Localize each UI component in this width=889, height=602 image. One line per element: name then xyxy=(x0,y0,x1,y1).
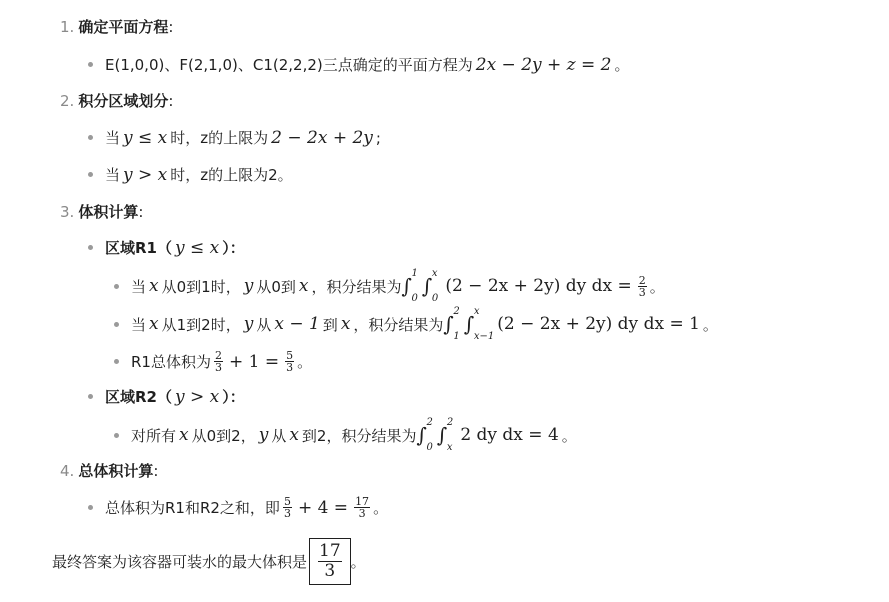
text: 从0到2， xyxy=(191,426,256,445)
upper-limit: 2 xyxy=(453,306,460,317)
condition: y > x xyxy=(123,164,168,185)
var: y xyxy=(258,425,269,445)
denominator: 3 xyxy=(214,361,222,374)
list-item: R1总体积为 $\frac{2}{3}$ + 1 = $\frac{5}{3}$ 。 xyxy=(114,350,312,373)
numerator: 5 xyxy=(286,349,294,362)
bullet-icon xyxy=(88,172,93,177)
denominator: 3 xyxy=(638,285,646,299)
upper-limit: 2 xyxy=(426,417,433,428)
final-answer-text: 最终答案为该容器可装水的最大体积是 xyxy=(52,553,308,571)
section-4-heading xyxy=(60,460,158,481)
fraction xyxy=(638,275,647,298)
bullet-icon xyxy=(88,135,93,140)
text: 从0到 xyxy=(256,277,296,296)
section-number: 2. xyxy=(60,91,75,110)
bullet-icon xyxy=(88,505,93,510)
integrand: (2 − 2x + 2y) dy dx = xyxy=(445,276,632,296)
numerator: 17 xyxy=(355,495,370,508)
bullet-icon xyxy=(114,359,119,364)
bullet-icon xyxy=(88,62,93,67)
fraction xyxy=(214,350,223,373)
numerator: 5 xyxy=(283,495,291,508)
section-3-heading xyxy=(60,201,143,222)
denominator: 3 xyxy=(286,361,294,374)
list-item xyxy=(88,164,293,185)
text: ）： xyxy=(222,239,245,257)
upper-limit: 1 xyxy=(411,268,418,279)
answer-box xyxy=(309,538,351,585)
var: x xyxy=(149,276,159,296)
expr: + 1 = xyxy=(228,351,280,372)
integral-sign: ∫ 1 0 xyxy=(401,268,418,304)
upper-limit-expr: 2 − 2x + 2y xyxy=(271,127,373,148)
text: 时，z的上限为2。 xyxy=(170,166,293,184)
upper-limit: x xyxy=(473,306,480,317)
var: x xyxy=(149,314,159,334)
colon: : xyxy=(138,202,144,221)
colon: : xyxy=(168,91,174,110)
numerator: 17 xyxy=(319,541,341,561)
denominator: 3 xyxy=(324,561,336,581)
denominator: 3 xyxy=(358,507,366,520)
var: x xyxy=(179,425,189,445)
section-title: 积分区域划分 xyxy=(78,92,169,110)
text: 到 xyxy=(322,315,338,334)
list-item xyxy=(88,127,381,148)
condition: y > x xyxy=(175,386,220,407)
section-title: 体积计算 xyxy=(78,203,139,221)
bullet-icon xyxy=(114,322,119,327)
text: 从1到2时， xyxy=(161,315,241,334)
list-item: 当 x 从0到1时， y 从0到 x ，积分结果为 ∫ 1 0 ∫ x 0 (2 − 2x + 2y) dy dx = $\frac{2}{3}$ 。 xyxy=(114,274,665,298)
lower-limit: 1 xyxy=(453,331,460,342)
integral-sign: ∫ x x−1 xyxy=(463,306,495,342)
section-2-heading xyxy=(60,90,173,111)
var: y xyxy=(243,276,254,296)
section-number: 3. xyxy=(60,202,75,221)
var: x xyxy=(298,276,309,296)
text: 当 xyxy=(105,129,121,147)
colon: : xyxy=(168,17,174,36)
fraction xyxy=(318,542,342,581)
period: 。 xyxy=(614,56,630,74)
upper-limit: 2 xyxy=(446,417,454,428)
bullet-icon xyxy=(88,394,93,399)
upper-limit: x xyxy=(431,268,438,279)
lower-limit: x xyxy=(446,442,453,453)
text: 当 xyxy=(131,277,147,296)
var: x xyxy=(289,425,299,445)
final-answer xyxy=(52,538,366,585)
region-label: 区域R1（ xyxy=(105,239,172,257)
text: 总体积为R1和R2之和，即 xyxy=(105,499,280,517)
section-1-heading xyxy=(60,16,173,37)
text: 从0到1时， xyxy=(161,277,241,296)
integrand: (2 − 2x + 2y) dy dx = 1 xyxy=(497,314,700,334)
fraction xyxy=(285,350,294,373)
text: 到2，积分结果为 xyxy=(301,426,417,445)
integral-sign: ∫ 2 1 xyxy=(443,306,460,342)
text: 从 xyxy=(256,315,272,334)
text: ; xyxy=(375,128,381,147)
colon: : xyxy=(153,461,159,480)
list-item xyxy=(88,54,630,75)
var: y xyxy=(243,314,254,334)
fraction xyxy=(283,496,292,519)
text: R1总体积为 xyxy=(131,353,211,371)
denominator: 3 xyxy=(283,507,291,520)
bullet-icon xyxy=(114,433,119,438)
condition: y ≤ x xyxy=(123,127,168,148)
section-number: 1. xyxy=(60,17,75,36)
lower-limit: 0 xyxy=(431,293,439,304)
fraction xyxy=(354,496,370,519)
text: 对所有 xyxy=(131,426,177,445)
integral-sign: ∫ 2 x xyxy=(436,417,454,453)
numerator: 2 xyxy=(214,349,222,362)
section-title: 确定平面方程 xyxy=(78,18,169,36)
var: x xyxy=(340,314,351,334)
region-r2-heading xyxy=(88,386,245,407)
integral-sign: ∫ 2 0 xyxy=(416,417,433,453)
plane-equation: 2x − 2y + z = 2 xyxy=(475,54,612,75)
bullet-icon xyxy=(88,245,93,250)
text: ，积分结果为 xyxy=(311,277,402,296)
region-label: 区域R2（ xyxy=(105,388,172,406)
lower-limit: 0 xyxy=(426,442,433,453)
text: ）： xyxy=(222,388,245,406)
list-item: 总体积为R1和R2之和，即 $\frac{5}{3}$ + 4 = $\frac{17}{3}$ 。 xyxy=(88,496,388,519)
text: 当 xyxy=(131,315,147,334)
integrand: 2 dy dx = 4 xyxy=(460,425,559,445)
bullet-icon xyxy=(114,284,119,289)
list-item: 对所有 x 从0到2， y 从 x 到2，积分结果为 ∫ 2 0 ∫ 2 x 2 dy dx = 4 。 xyxy=(114,423,577,447)
section-title: 总体积计算 xyxy=(78,462,154,480)
numerator: 2 xyxy=(638,273,646,287)
lower-limit: x−1 xyxy=(473,331,495,342)
period: 。 xyxy=(350,553,366,571)
text: 时，z的上限为 xyxy=(170,129,269,147)
section-number: 4. xyxy=(60,461,75,480)
lower-limit: 0 xyxy=(411,293,418,304)
condition: y ≤ x xyxy=(175,237,220,258)
text: ，积分结果为 xyxy=(353,315,444,334)
integral-sign: ∫ x 0 xyxy=(421,268,439,304)
text: 从 xyxy=(271,426,287,445)
list-item: 当 x 从1到2时， y 从 x − 1 到 x ，积分结果为 ∫ 2 1 ∫ x x−1 (2 − 2x + 2y) dy dx = 1 。 xyxy=(114,312,718,336)
expr: + 4 = xyxy=(297,497,349,518)
text: 当 xyxy=(105,166,121,184)
plane-points-text: E(1,0,0)、F(2,1,0)、C1(2,2,2)三点确定的平面方程为 xyxy=(105,56,473,74)
region-r1-heading xyxy=(88,237,245,258)
expr: x − 1 xyxy=(274,314,320,334)
